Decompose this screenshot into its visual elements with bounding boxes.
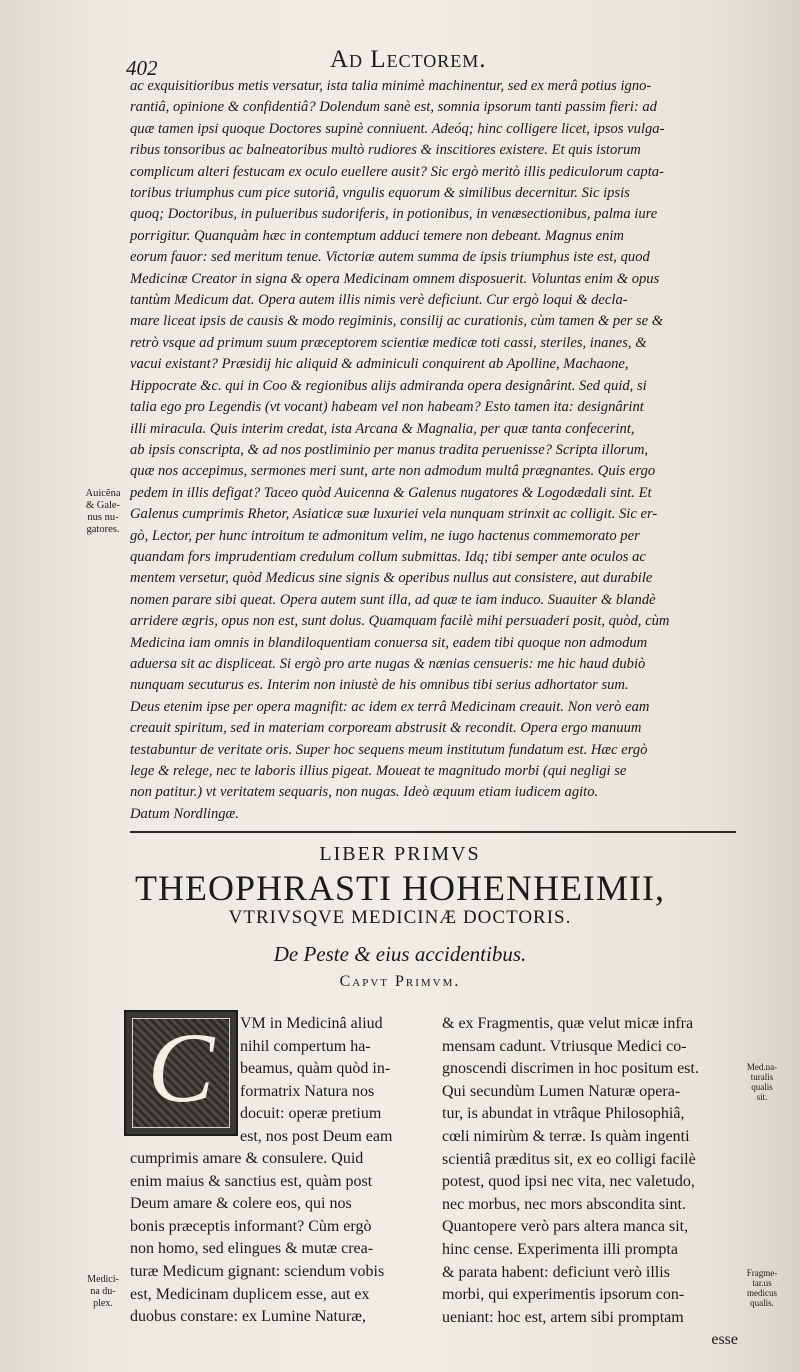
chapter-line: & parata habent: deficiunt verò illis [442, 1263, 670, 1281]
chapter-line: cumprimis amare & consulere. Quid [130, 1150, 364, 1167]
decorated-initial [124, 1010, 238, 1136]
preface-line: non patitur.) vt veritatem sequaris, non nugas. Ideò æquum etiam iudicem agito. [130, 784, 599, 801]
chapter-line: enim maius & sanctius est, quàm post [130, 1172, 373, 1190]
margin-note-natural-medicine: Med.na- turalis qualis sit. [746, 1062, 778, 1102]
chapter-line: Deum amare & colere eos, qui nos [130, 1195, 352, 1213]
preface-line: Deus etenim ipse per opera magnifit: ac idem ex terrâ Medicinam creauit. Non verò eam [130, 698, 650, 715]
preface-text [130, 76, 740, 825]
chapter-line: beamus, quàm quòd in- [240, 1060, 391, 1078]
chapter-line: scientiâ præditus sit, ex eo colligi facilè [442, 1150, 696, 1168]
preface-line: talia ego pro Legendis (vt vocant) habeam vel non habeam? Esto tamen ita: designârint [130, 399, 644, 416]
chapter-label: Capvt Primvm. [339, 973, 461, 990]
preface-line: mentem versetur, quòd Medicus sine signis & operibus nullus aut consistere, aut durabile [130, 570, 653, 587]
chapter-line: potest, quod ipsi nec vita, nec valetudo, [442, 1173, 695, 1191]
chapter-line: non homo, sed elingues & mutæ crea- [130, 1240, 374, 1258]
preface-line: gò, Lector, per hunc introitum te admonitum velim, ne iugo hactenus commemorato per [130, 527, 640, 544]
running-head: Ad Lectorem. [330, 46, 487, 73]
preface-line: Medicinæ Creator in signa & opera Medicinam omnem disposuerit. Voluntas enim & opus [130, 270, 660, 287]
preface-line: retrò vsque ad primum suum præceptorem scientiæ medicæ toti cassi, steriles, inanes, & [130, 334, 647, 351]
section-divider [130, 831, 736, 833]
margin-note-medicina-duplex: Medici- na du- plex. [87, 1274, 119, 1309]
chapter-line: tur, is abundat in vtrâque Philosophiâ, [442, 1105, 685, 1123]
chapter-line: VM in Medicinâ aliud [240, 1015, 383, 1032]
preface-line: ribus tonsoribus ac balneatoribus multò rudiores & inscitiores existere. Et quis istorum [130, 142, 641, 159]
preface-line: aduersa sit ac displiceat. Si ergò pro arte nugas & nænias censueris: me hic haud dubiò [130, 655, 646, 672]
preface-line: quandam fors imprudentiam credulum collum submittas. Idq; tibi semper ante oculos ac [130, 548, 646, 565]
preface-line: rantiâ, opinione & confidentiâ? Dolendum sanè est, somnia ipsorum tanti passim fieri: ad [130, 99, 657, 116]
preface-line: pedem in illis defigat? Taceo quòd Auicenna & Galenus nugatores & Logodædali sint. Et [130, 484, 652, 501]
preface-line: quæ tamen ipsi quoque Doctores supinè conniuent. Adeóq; hinc colligere licet, ipsos vulga- [130, 120, 665, 137]
preface-line: arridere ægris, opus non est, sunt dolus. Quamquam facilè mihi persuaderi posit, quòd, cùm [130, 613, 670, 630]
preface-line: ab ipsis conscripta, & ad nos postliminio per manus tradita peruenisse? Scripta illorum, [130, 441, 649, 458]
chapter-line: cœli nimirùm & terræ. Is quàm ingenti [442, 1127, 690, 1145]
preface-line: creauit spiritum, sed in materiam corpoream abstrusit & recondit. Opera ergo manuum [130, 720, 642, 737]
chapter-subject: De Peste & eius accidentibus. [273, 942, 527, 966]
preface-line: complicum alteri festucam ex oculo euellere ausit? Sic ergò meritò illis pediculorum capta- [130, 163, 664, 180]
chapter-column-left-bottom [130, 1148, 432, 1329]
preface-line: Medicina iam omnis in blandiloquentiam conuersa sit, eadem tibi quoque non admodum [130, 634, 648, 651]
preface-line: nunquam secuturus es. Interim non iniustè de his omnibus tibi serius adhortator sum. [130, 677, 629, 694]
chapter-column-right [442, 1013, 738, 1352]
preface-line: nomen parare sibi queat. Opera autem sunt illa, ad quæ te iam induco. Suauiter & blandè [130, 591, 656, 608]
author-degree: VTRIVSQVE MEDICINÆ DOCTORIS. [228, 907, 572, 928]
preface-line: Datum Nordlingæ. [130, 805, 239, 822]
preface-line: eorum fauor: sed meritum tenue. Victoriæ autem summa de ipsis triumphus iste est, quod [130, 249, 650, 266]
chapter-line: nihil compertum ha- [240, 1037, 371, 1055]
preface-line: quæ nos accepimus, sermones meri sunt, arte non admodum multâ prægnantes. Quis ergo [130, 463, 656, 480]
chapter-line: est, Medicinam duplicem esse, aut ex [130, 1285, 370, 1303]
chapter-line: docuit: operæ pretium [240, 1105, 382, 1123]
chapter-line: & ex Fragmentis, quæ velut micæ infra [442, 1015, 694, 1032]
preface-line: lege & relege, nec te laboris illius pigeat. Moueat te magnitudo morbi (qui negligi se [130, 763, 627, 779]
margin-note-fragmentarius: Fragme- tar.us medicus qualis. [746, 1268, 778, 1308]
chapter-line: formatrix Natura nos [240, 1082, 375, 1100]
chapter-line: mensam cadunt. Vtriusque Medici co- [442, 1037, 687, 1055]
chapter-line: gnoscendi discrimen in hoc positum est. [442, 1060, 699, 1078]
chapter-line: morbi, qui experimentis ipsorum con- [442, 1286, 685, 1304]
book-label: LIBER PRIMVS [319, 843, 481, 865]
preface-line: Hippocrate &c. qui in Coo & regionibus alijs admiranda opera designârint. Sed quid, si [130, 377, 647, 394]
chapter-line: ueniant: hoc est, artem sibi promptam [442, 1308, 684, 1326]
chapter-line: bonis præceptis informant? Cùm ergò [130, 1217, 372, 1235]
preface-line: illi miracula. Quis interim credat, ista Arcana & Magnalia, per quæ tanta confecerint, [130, 420, 635, 437]
preface-line: Galenus cumprimis Rhetor, Asiaticæ suæ luxuriei vela nunquam strinxit ac colligit. Sic er- [130, 506, 658, 523]
preface-line: quoq; Doctoribus, in pulueribus sudoriferis, in potionibus, in venæsectionibus, palma iure [130, 206, 658, 223]
page-number: 402 [126, 56, 158, 80]
chapter-line: Quantopere verò pars altera manca sit, [442, 1218, 689, 1236]
author-title: THEOPHRASTI HOHENHEIMII, [135, 868, 665, 908]
chapter-line: turæ Medicum gignant: sciendum vobis [130, 1262, 385, 1280]
preface-line: vacui existant? Præsidij hic aliquid & adminiculi conquirent ab Apolline, Machaone, [130, 356, 629, 373]
preface-line: ac exquisitioribus metis versatur, ista talia minimè machinentur, sed ex merâ potius igno- [130, 78, 652, 94]
chapter-line: hinc cense. Experimenta illi prompta [442, 1240, 678, 1258]
margin-note-auicenna: Auicẽna & Gale- nus nu- gatores. [85, 488, 121, 535]
chapter-line: est, nos post Deum eam [240, 1127, 393, 1145]
initial-letter: C [147, 1012, 215, 1123]
chapter-line: duobus constare: ex Lumine Naturæ, [130, 1308, 366, 1326]
chapter-line: Qui secundùm Lumen Naturæ opera- [442, 1082, 681, 1100]
preface-line: testabuntur de veritate oris. Super hoc sequens meum institutum fundatum est. Hæc ergò [130, 741, 648, 758]
preface-line: porrigitur. Quanquàm hæc in contemptum adduci temere non debeant. Magnus enim [130, 227, 624, 244]
preface-line: tantùm Medicum dat. Opera autem illis nimis verè deficiunt. Cur ergò loqui & decla- [130, 292, 628, 309]
catchword: esse [711, 1331, 738, 1349]
chapter-column-left-top [240, 1013, 432, 1149]
preface-line: mare liceat ipsis de causis & modo regiminis, consilij ac curationis, cùm tamen & per se & [130, 313, 664, 330]
preface-line: toribus triumphus cum pice sutoriâ, vngulis equorum & similibus decernitur. Sic ipsis [130, 185, 630, 202]
chapter-line: nec morbus, nec mors abscondita sint. [442, 1195, 686, 1213]
